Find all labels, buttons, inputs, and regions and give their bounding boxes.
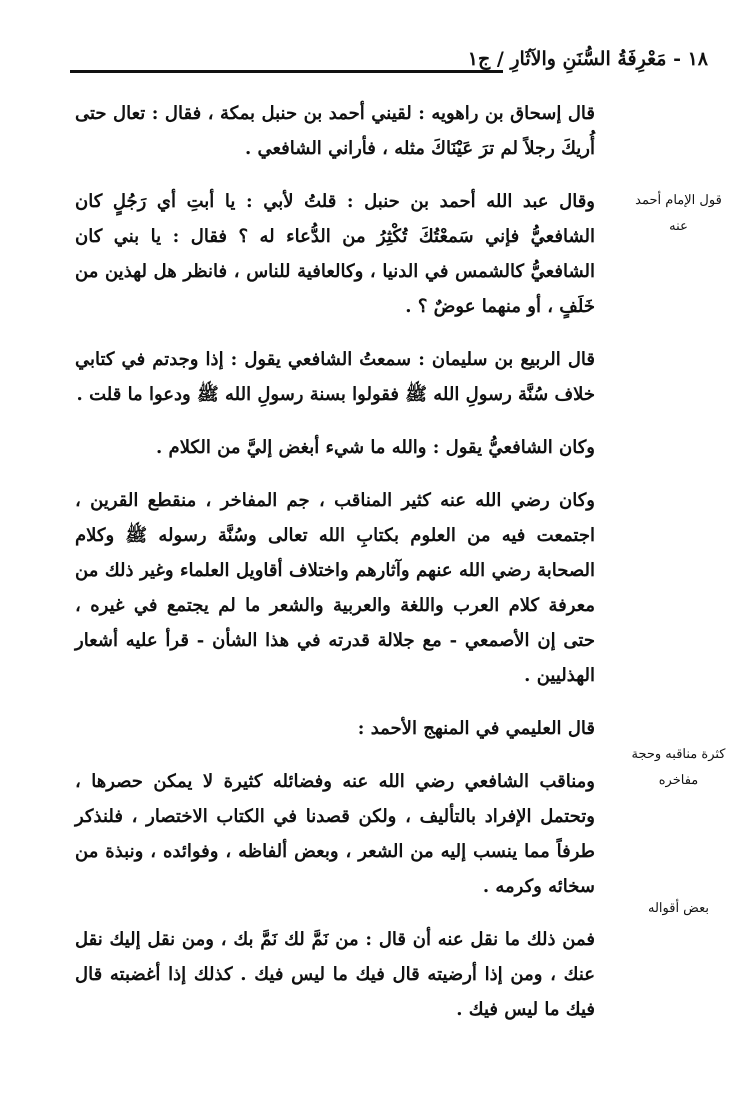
paragraph-ishaq: قال إسحاق بن راهويه : لقيني أحمد بن حنبل بمكة ، فقال : تعال حتى أُريكَ رجلاً لم ترَ عَيْنَاكَ مثله ، فأراني الشافعي . [75, 103, 595, 159]
margin-note-sayings: بعض أقواله [647, 901, 710, 916]
running-head: ١٨ - مَعْرِفَةُ السُّنَنِ والآثَارِ / ج١ [467, 48, 708, 70]
page-header [70, 40, 708, 80]
paragraph-fadail: ومناقب الشافعي رضي الله عنه وفضائله كثيرة لا يمكن حصرها ، وتحتمل الإفراد بالتأليف ، ولكن قصدنا في الكتاب الاختصار ، فلنذكر طرفاً مما ينسب إليه من الشعر ، وبعض ألفاظه ، وفوائده ، ونبذة من سخائه وكرمه . [75, 771, 595, 897]
margin-note-ahmad: قول الإمام أحمد عنه [635, 193, 722, 234]
header-rule [70, 70, 503, 73]
paragraph-kalam: وكان الشافعيُّ يقول : والله ما شيء أبغض إليَّ من الكلام . [156, 437, 595, 458]
paragraph-aqwal: فمن ذلك ما نقل عنه أن قال : من نَمَّ لك نَمَّ بك ، ومن نقل إليك نقل عنك ، ومن إذا أرضيته قال فيك ما ليس فيك . كذلك إذا أغضبته قال فيك ما ليس فيك . [75, 929, 595, 1020]
paragraph-abdullah: وقال عبد الله أحمد بن حنبل : قلتُ لأبي : يا أبتِ أي رَجُلٍ كان الشافعيُّ فإني سَمعْتُكَ تُكْثِرُ من الدُّعاء له ؟ فقال : يا بني كان الشافعيُّ كالشمس في الدنيا ، وكالعافية للناس ، فانظر هل لهذين من خَلَفٍ ، أو منهما عوضٌ ؟ . [75, 191, 595, 317]
margin-note-virtues: كثرة مناقبه وحجة مفاخره [631, 747, 726, 788]
paragraph-ulaymi: قال العليمي في المنهج الأحمد : [357, 718, 595, 739]
main-text [75, 96, 595, 1045]
paragraph-rabi: قال الربيع بن سليمان : سمعتُ الشافعي يقول : إذا وجدتم في كتابي خلاف سُنَّة رسولِ الله ﷺ فقولوا بسنة رسولِ الله ﷺ ودعوا ما قلت . [75, 349, 595, 405]
paragraph-manaqib: وكان رضي الله عنه كثير المناقب ، جم المفاخر ، منقطع القرين ، اجتمعت فيه من العلوم بكتابِ الله تعالى وسُنَّة رسوله ﷺ وكلام الصحابة رضي الله عنهم وآثارهم واختلاف أقاويل العلماء وغير ذلك من معرفة كلام العرب واللغة والعربية والشعر ما لم يجتمع في غيره ، حتى إن الأصمعي - مع جلالة قدرته في هذا الشأن - قرأ عليه أشعار الهذليين . [75, 490, 595, 686]
